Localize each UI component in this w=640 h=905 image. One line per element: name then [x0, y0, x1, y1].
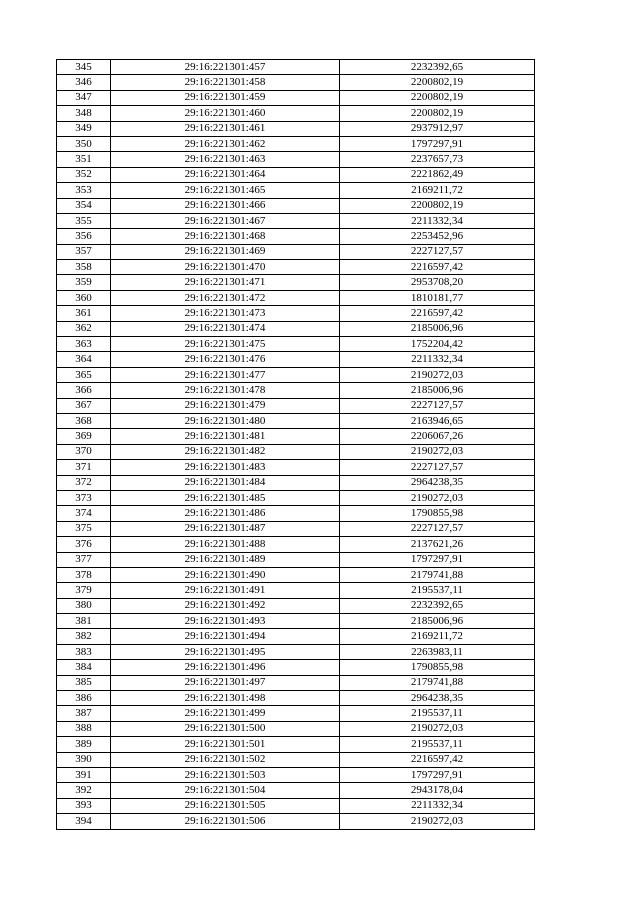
row-number-cell: 385 [57, 675, 111, 690]
cadastral-number-cell: 29:16:221301:473 [111, 306, 340, 321]
row-number-cell: 376 [57, 537, 111, 552]
cadastral-number-cell: 29:16:221301:467 [111, 213, 340, 228]
value-cell: 2232392,65 [340, 60, 535, 75]
table-row [57, 275, 535, 290]
cadastral-number-cell: 29:16:221301:461 [111, 121, 340, 136]
table-row [57, 460, 535, 475]
value-cell: 2169211,72 [340, 183, 535, 198]
value-cell: 2179741,88 [340, 567, 535, 582]
value-cell: 2195537,11 [340, 737, 535, 752]
cadastral-number-cell: 29:16:221301:475 [111, 337, 340, 352]
table-row [57, 90, 535, 105]
cadastral-number-cell: 29:16:221301:488 [111, 537, 340, 552]
table-row [57, 429, 535, 444]
row-number-cell: 352 [57, 167, 111, 182]
cadastral-number-cell: 29:16:221301:491 [111, 583, 340, 598]
row-number-cell: 389 [57, 737, 111, 752]
table-row [57, 552, 535, 567]
value-cell: 2943178,04 [340, 783, 535, 798]
table-row [57, 136, 535, 151]
table-row [57, 691, 535, 706]
table-row [57, 413, 535, 428]
value-cell: 2964238,35 [340, 691, 535, 706]
table-row [57, 444, 535, 459]
row-number-cell: 373 [57, 490, 111, 505]
row-number-cell: 349 [57, 121, 111, 136]
value-cell: 2200802,19 [340, 90, 535, 105]
value-cell: 2137621,26 [340, 537, 535, 552]
value-cell: 1752204,42 [340, 337, 535, 352]
value-cell: 2211332,34 [340, 352, 535, 367]
value-cell: 2195537,11 [340, 583, 535, 598]
row-number-cell: 350 [57, 136, 111, 151]
table-row [57, 521, 535, 536]
value-cell: 2216597,42 [340, 752, 535, 767]
row-number-cell: 382 [57, 629, 111, 644]
cadastral-number-cell: 29:16:221301:465 [111, 183, 340, 198]
table-row [57, 106, 535, 121]
value-cell: 2190272,03 [340, 490, 535, 505]
value-cell: 2169211,72 [340, 629, 535, 644]
table-row [57, 752, 535, 767]
row-number-cell: 386 [57, 691, 111, 706]
cadastral-number-cell: 29:16:221301:502 [111, 752, 340, 767]
cadastral-number-cell: 29:16:221301:495 [111, 644, 340, 659]
table-row [57, 706, 535, 721]
value-cell: 2227127,57 [340, 398, 535, 413]
row-number-cell: 370 [57, 444, 111, 459]
row-number-cell: 356 [57, 229, 111, 244]
row-number-cell: 353 [57, 183, 111, 198]
table-row [57, 475, 535, 490]
table-row [57, 506, 535, 521]
table-row [57, 198, 535, 213]
cadastral-value-table [56, 59, 535, 830]
row-number-cell: 387 [57, 706, 111, 721]
table-row [57, 783, 535, 798]
row-number-cell: 354 [57, 198, 111, 213]
table-row [57, 383, 535, 398]
cadastral-number-cell: 29:16:221301:472 [111, 290, 340, 305]
table-row [57, 675, 535, 690]
value-cell: 2200802,19 [340, 106, 535, 121]
value-cell: 1810181,77 [340, 290, 535, 305]
row-number-cell: 368 [57, 413, 111, 428]
row-number-cell: 346 [57, 75, 111, 90]
cadastral-number-cell: 29:16:221301:493 [111, 614, 340, 629]
cadastral-number-cell: 29:16:221301:485 [111, 490, 340, 505]
table-row [57, 213, 535, 228]
table-row [57, 367, 535, 382]
table-row [57, 229, 535, 244]
row-number-cell: 374 [57, 506, 111, 521]
cadastral-number-cell: 29:16:221301:468 [111, 229, 340, 244]
row-number-cell: 390 [57, 752, 111, 767]
cadastral-number-cell: 29:16:221301:459 [111, 90, 340, 105]
cadastral-number-cell: 29:16:221301:470 [111, 260, 340, 275]
table-row [57, 398, 535, 413]
table-row [57, 537, 535, 552]
row-number-cell: 378 [57, 567, 111, 582]
table-row [57, 121, 535, 136]
value-cell: 1790855,98 [340, 506, 535, 521]
cadastral-number-cell: 29:16:221301:477 [111, 367, 340, 382]
value-cell: 2206067,26 [340, 429, 535, 444]
value-cell: 2190272,03 [340, 367, 535, 382]
cadastral-number-cell: 29:16:221301:501 [111, 737, 340, 752]
value-cell: 2964238,35 [340, 475, 535, 490]
row-number-cell: 366 [57, 383, 111, 398]
row-number-cell: 384 [57, 660, 111, 675]
table-row [57, 167, 535, 182]
row-number-cell: 365 [57, 367, 111, 382]
value-cell: 2227127,57 [340, 521, 535, 536]
value-cell: 2185006,96 [340, 321, 535, 336]
cadastral-number-cell: 29:16:221301:460 [111, 106, 340, 121]
value-cell: 1797297,91 [340, 136, 535, 151]
cadastral-number-cell: 29:16:221301:490 [111, 567, 340, 582]
cadastral-number-cell: 29:16:221301:466 [111, 198, 340, 213]
table-row [57, 244, 535, 259]
value-cell: 2227127,57 [340, 460, 535, 475]
cadastral-number-cell: 29:16:221301:497 [111, 675, 340, 690]
cadastral-number-cell: 29:16:221301:481 [111, 429, 340, 444]
row-number-cell: 345 [57, 60, 111, 75]
row-number-cell: 377 [57, 552, 111, 567]
value-cell: 2211332,34 [340, 213, 535, 228]
value-cell: 2221862,49 [340, 167, 535, 182]
row-number-cell: 369 [57, 429, 111, 444]
value-cell: 2200802,19 [340, 75, 535, 90]
cadastral-number-cell: 29:16:221301:479 [111, 398, 340, 413]
row-number-cell: 364 [57, 352, 111, 367]
value-cell: 2211332,34 [340, 798, 535, 813]
row-number-cell: 367 [57, 398, 111, 413]
row-number-cell: 362 [57, 321, 111, 336]
table-row [57, 260, 535, 275]
table-row [57, 644, 535, 659]
row-number-cell: 361 [57, 306, 111, 321]
table-row [57, 583, 535, 598]
cadastral-number-cell: 29:16:221301:504 [111, 783, 340, 798]
value-cell: 2185006,96 [340, 614, 535, 629]
cadastral-number-cell: 29:16:221301:480 [111, 413, 340, 428]
value-cell: 2163946,65 [340, 413, 535, 428]
table-row [57, 598, 535, 613]
table-row [57, 183, 535, 198]
table-row [57, 737, 535, 752]
row-number-cell: 380 [57, 598, 111, 613]
cadastral-number-cell: 29:16:221301:482 [111, 444, 340, 459]
value-cell: 2227127,57 [340, 244, 535, 259]
table-row [57, 321, 535, 336]
value-cell: 2237657,73 [340, 152, 535, 167]
cadastral-number-cell: 29:16:221301:500 [111, 721, 340, 736]
table-body [57, 60, 535, 830]
value-cell: 1790855,98 [340, 660, 535, 675]
row-number-cell: 383 [57, 644, 111, 659]
cadastral-number-cell: 29:16:221301:478 [111, 383, 340, 398]
row-number-cell: 375 [57, 521, 111, 536]
value-cell: 2937912,97 [340, 121, 535, 136]
cadastral-number-cell: 29:16:221301:458 [111, 75, 340, 90]
row-number-cell: 379 [57, 583, 111, 598]
row-number-cell: 393 [57, 798, 111, 813]
table-row [57, 660, 535, 675]
cadastral-number-cell: 29:16:221301:462 [111, 136, 340, 151]
cadastral-number-cell: 29:16:221301:471 [111, 275, 340, 290]
table-row [57, 614, 535, 629]
cadastral-number-cell: 29:16:221301:474 [111, 321, 340, 336]
cadastral-number-cell: 29:16:221301:457 [111, 60, 340, 75]
cadastral-number-cell: 29:16:221301:494 [111, 629, 340, 644]
row-number-cell: 394 [57, 814, 111, 829]
cadastral-number-cell: 29:16:221301:492 [111, 598, 340, 613]
table-row [57, 337, 535, 352]
table-row [57, 306, 535, 321]
table-row [57, 75, 535, 90]
table-row [57, 60, 535, 75]
value-cell: 2190272,03 [340, 444, 535, 459]
cadastral-number-cell: 29:16:221301:484 [111, 475, 340, 490]
table-row [57, 490, 535, 505]
row-number-cell: 360 [57, 290, 111, 305]
cadastral-number-cell: 29:16:221301:464 [111, 167, 340, 182]
value-cell: 2200802,19 [340, 198, 535, 213]
row-number-cell: 363 [57, 337, 111, 352]
row-number-cell: 372 [57, 475, 111, 490]
row-number-cell: 357 [57, 244, 111, 259]
row-number-cell: 381 [57, 614, 111, 629]
value-cell: 2253452,96 [340, 229, 535, 244]
table-row [57, 798, 535, 813]
table-row [57, 814, 535, 829]
cadastral-number-cell: 29:16:221301:486 [111, 506, 340, 521]
cadastral-number-cell: 29:16:221301:503 [111, 767, 340, 782]
value-cell: 2953708,20 [340, 275, 535, 290]
cadastral-number-cell: 29:16:221301:506 [111, 814, 340, 829]
cadastral-number-cell: 29:16:221301:469 [111, 244, 340, 259]
row-number-cell: 359 [57, 275, 111, 290]
row-number-cell: 355 [57, 213, 111, 228]
value-cell: 2216597,42 [340, 260, 535, 275]
row-number-cell: 371 [57, 460, 111, 475]
value-cell: 2263983,11 [340, 644, 535, 659]
table-row [57, 767, 535, 782]
row-number-cell: 392 [57, 783, 111, 798]
row-number-cell: 351 [57, 152, 111, 167]
cadastral-number-cell: 29:16:221301:498 [111, 691, 340, 706]
value-cell: 2232392,65 [340, 598, 535, 613]
cadastral-number-cell: 29:16:221301:487 [111, 521, 340, 536]
table-row [57, 352, 535, 367]
value-cell: 1797297,91 [340, 552, 535, 567]
table-row [57, 721, 535, 736]
row-number-cell: 391 [57, 767, 111, 782]
value-cell: 2195537,11 [340, 706, 535, 721]
table-row [57, 290, 535, 305]
table-row [57, 629, 535, 644]
cadastral-number-cell: 29:16:221301:496 [111, 660, 340, 675]
value-cell: 1797297,91 [340, 767, 535, 782]
value-cell: 2190272,03 [340, 814, 535, 829]
row-number-cell: 348 [57, 106, 111, 121]
value-cell: 2190272,03 [340, 721, 535, 736]
value-cell: 2216597,42 [340, 306, 535, 321]
table-row [57, 152, 535, 167]
cadastral-number-cell: 29:16:221301:505 [111, 798, 340, 813]
cadastral-number-cell: 29:16:221301:463 [111, 152, 340, 167]
cadastral-number-cell: 29:16:221301:489 [111, 552, 340, 567]
cadastral-number-cell: 29:16:221301:483 [111, 460, 340, 475]
cadastral-number-cell: 29:16:221301:476 [111, 352, 340, 367]
row-number-cell: 388 [57, 721, 111, 736]
row-number-cell: 358 [57, 260, 111, 275]
table-row [57, 567, 535, 582]
value-cell: 2179741,88 [340, 675, 535, 690]
value-cell: 2185006,96 [340, 383, 535, 398]
row-number-cell: 347 [57, 90, 111, 105]
cadastral-number-cell: 29:16:221301:499 [111, 706, 340, 721]
